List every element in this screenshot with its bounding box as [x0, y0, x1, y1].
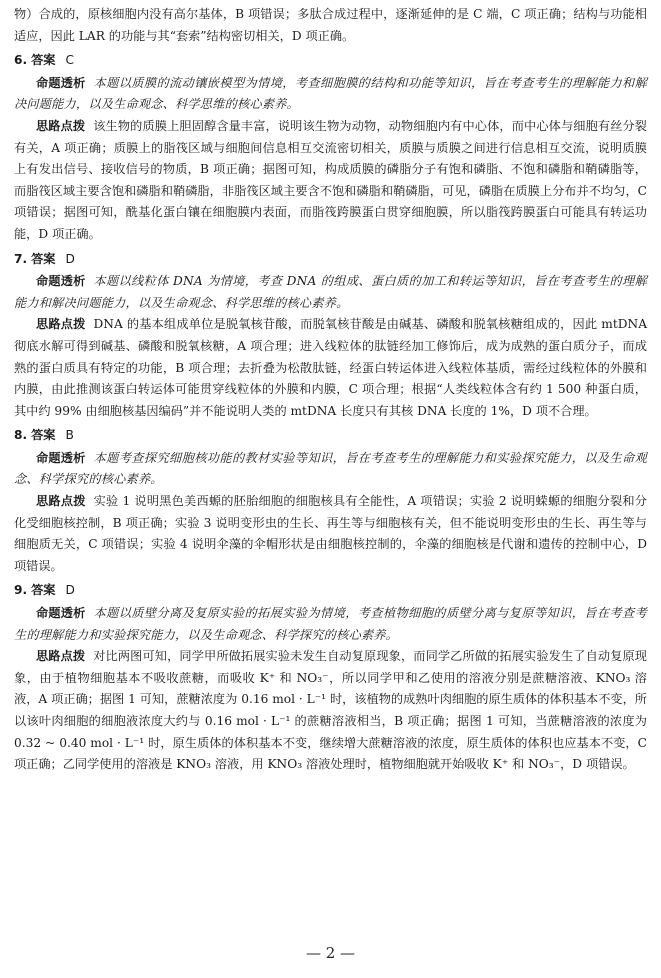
answer-value: B — [65, 428, 74, 443]
analysis-text: 本题以质壁分离及复原实验的拓展实验为情境，考查植物细胞的质壁分离与复原等知识，旨在考查考生的理解能力和实验探究能力，以及生命观念、科学探究的核心素养。 — [14, 606, 648, 642]
hint-paragraph — [14, 646, 647, 776]
question-header — [14, 579, 647, 602]
question-8 — [14, 424, 647, 577]
answer-label: 答案 — [31, 428, 56, 443]
question-6 — [14, 49, 647, 245]
hint-text: DNA 的基本组成单位是脱氧核苷酸，而脱氧核苷酸是由碱基、磷酸和脱氧核糖组成的，因此 mtDNA 彻底水解可得到碱基、磷酸和脱氧核糖，A 项合理；进入线粒体的肽链经加工修饰后，成为成熟的蛋白质分子，而成熟的蛋白质具有特定的功能，B 项合理；去折叠为松散肽链，经蛋白转运体进入线粒体基质，需经过线粒体的外膜和内膜，由此推测该蛋白转运体可能贯穿线粒体的外膜和内膜，C 项合理；根据“人类线粒体含有约 1 500 种蛋白质，其中约 99% 由细胞核基因编码”并不能说明人类的 mtDNA 长度只有其核 DNA 长度的 1%，D 项不合理。 — [14, 317, 648, 418]
hint-paragraph — [14, 314, 647, 422]
question-number: 6. — [14, 53, 28, 68]
answer-value: D — [65, 583, 75, 598]
hint-paragraph — [14, 116, 647, 246]
answer-key-content — [14, 4, 647, 776]
analysis-label: 命题透析 — [36, 450, 86, 465]
question-9 — [14, 579, 647, 775]
analysis-text: 本题考查探究细胞核功能的教材实验等知识，旨在考查考生的理解能力和实验探究能力，以及生命观念、科学探究的核心素养。 — [14, 450, 648, 487]
hint-text: 实验 1 说明黑色美西螈的胚胎细胞的细胞核具有全能性，A 项错误；实验 2 说明蝾螈的细胞分裂和分化受细胞核控制，B 项正确；实验 3 说明变形虫的生长、再生等与细胞核有关，但不能说明变形虫的生长、再生等与细胞质无关，C 项错误；实验 4 说明伞藻的伞帽形状是由细胞核控制的，伞藻的细胞核是代谢和遗传的控制中心，D 项错误。 — [14, 494, 647, 573]
analysis-label: 命题透析 — [36, 274, 86, 289]
analysis-text: 本题以线粒体 DNA 为情境，考查 DNA 的组成、蛋白质的加工和转运等知识，旨在考查考生的理解能力和解决问题能力，以及生命观念、科学思维的核心素养。 — [14, 274, 647, 310]
analysis-paragraph — [14, 73, 647, 116]
hint-label: 思路点拨 — [36, 494, 86, 509]
hint-label: 思路点拨 — [36, 317, 86, 332]
question-number: 7. — [14, 251, 28, 266]
answer-value: D — [65, 251, 75, 266]
intro-paragraph: 物）合成的，原核细胞内没有高尔基体，B 项错误；多肽合成过程中，逐渐延伸的是 C 端，C 项正确；结构与功能相适应，因此 LAR 的功能与其“套索”结构密切相关，D 项正确。 — [14, 7, 647, 43]
answer-value: C — [65, 53, 75, 68]
analysis-text: 本题以质膜的流动镶嵌模型为情境，考查细胞膜的结构和功能等知识，旨在考查考生的理解能力和解决问题能力，以及生命观念、科学思维的核心素养。 — [14, 75, 648, 112]
question-header — [14, 49, 647, 72]
question-header — [14, 424, 647, 447]
hint-label: 思路点拨 — [36, 118, 86, 133]
question-header — [14, 248, 647, 271]
page-number: — 2 — — [305, 944, 356, 962]
hint-label: 思路点拨 — [36, 649, 86, 664]
hint-text: 对比两图可知，同学甲所做拓展实验未发生自动复原现象，而同学乙所做的拓展实验发生了自动复原现象，由于植物细胞基本不吸收蔗糖，而吸收 K⁺ 和 NO₃⁻，所以同学甲和乙使用的溶液分别是蔗糖溶液、KNO₃ 溶液，A 项正确；据图 1 可知，蔗糖浓度为 0.16 mol · L⁻¹ 时，该植物的成熟叶肉细胞的原生质体的体积基本不变，所以该叶肉细胞的细胞液浓度大约与 0.16 mol · L⁻¹ 的蔗糖溶液相当，B 项正确；据图 1 可知，当蔗糖溶液的浓度为 0.32 ~ 0.40 mol · L⁻¹ 时，原生质体的体积基本不变，继续增大蔗糖溶液的浓度，原生质体的体积也应基本不变，C 项正确；乙同学使用的溶液是 KNO₃ 溶液，用 KNO₃ 溶液处理时，植物细胞就开始吸收 K⁺ 和 NO₃⁻，D 项错误。 — [14, 649, 647, 772]
answer-label: 答案 — [31, 583, 56, 598]
question-7 — [14, 248, 647, 423]
question-number: 9. — [14, 583, 28, 598]
analysis-label: 命题透析 — [36, 606, 86, 621]
analysis-paragraph — [14, 271, 647, 314]
answer-label: 答案 — [31, 53, 56, 68]
answer-label: 答案 — [31, 251, 56, 266]
question-number: 8. — [14, 428, 28, 443]
hint-paragraph — [14, 491, 647, 577]
hint-text: 该生物的质膜上胆固醇含量丰富，说明该生物为动物，动物细胞内有中心体，而中心体与细胞有丝分裂有关，A 项正确；质膜上的脂筏区域与细胞间信息相互交流密切相关，质膜与质膜之间进行信息相互交流，说明质膜上有发出信号、接收信号的物质，B 项正确；据图可知，构成质膜的磷脂分子有饱和磷脂、不饱和磷脂和鞘磷脂等，而脂筏区域主要含饱和磷脂和鞘磷脂，非脂筏区域主要含不饱和磷脂和鞘磷脂，可见，磷脂在质膜上分布并不均匀，C 项错误；据图可知，酰基化蛋白镶在细胞膜内表面，而脂筏跨膜蛋白贯穿细胞膜，所以脂筏跨膜蛋白可能具有转运功能，D 项正确。 — [14, 118, 647, 241]
analysis-paragraph — [14, 603, 647, 646]
analysis-paragraph — [14, 448, 647, 491]
analysis-label: 命题透析 — [36, 75, 86, 90]
